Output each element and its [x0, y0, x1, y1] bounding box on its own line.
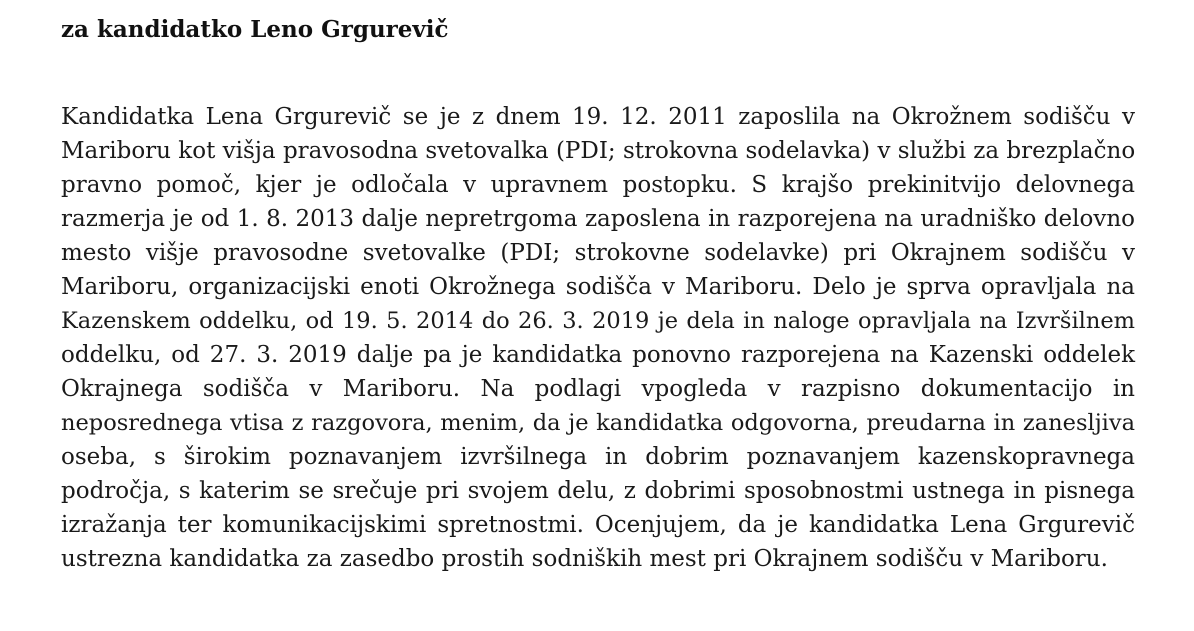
paragraph-line: Okrajnega sodišča v Mariboru. Na podlagi vpogleda v razpisno dokumentacijo in: [61, 376, 1135, 402]
paragraph-line: oseba, s širokim poznavanjem izvršilnega in dobrim poznavanjem kazenskopravnega: [61, 444, 1135, 470]
paragraph-line: pravno pomoč, kjer je odločala v upravnem postopku. S krajšo prekinitvijo delovnega: [61, 172, 1135, 198]
paragraph-line: Kandidatka Lena Grgurevič se je z dnem 19. 12. 2011 zaposlila na Okrožnem sodišču v: [61, 104, 1135, 130]
paragraph-line: neposrednega vtisa z razgovora, menim, da je kandidatka odgovorna, preudarna in zanesljiva: [61, 410, 1135, 436]
paragraph-line: področja, s katerim se srečuje pri svojem delu, z dobrimi sposobnostmi ustnega in pisnega: [61, 478, 1135, 504]
paragraph-line: mesto višje pravosodne svetovalke (PDI; strokovne sodelavke) pri Okrajnem sodišču v: [61, 240, 1135, 266]
paragraph-line: oddelku, od 27. 3. 2019 dalje pa je kandidatka ponovno razporejena na Kazenski oddelek: [61, 342, 1135, 368]
paragraph-line: izražanja ter komunikacijskimi spretnostmi. Ocenjujem, da je kandidatka Lena Grgurevič: [61, 512, 1135, 538]
paragraph-line: Mariboru kot višja pravosodna svetovalka (PDI; strokovna sodelavka) v službi za brezplačno: [61, 138, 1136, 164]
document-page: [61, 12, 1135, 576]
document-heading: za kandidatko Leno Grgurevič: [61, 16, 449, 43]
paragraph-line: Kazenskem oddelku, od 19. 5. 2014 do 26. 3. 2019 je dela in naloge opravljala na Izvršilnem: [61, 308, 1135, 334]
paragraph-line: razmerja je od 1. 8. 2013 dalje nepretrgoma zaposlena in razporejena na uradniško delovno: [61, 206, 1135, 232]
document-paragraph: [61, 100, 1135, 576]
paragraph-line: ustrezna kandidatka za zasedbo prostih sodniških mest pri Okrajnem sodišču v Mariboru.: [61, 546, 1108, 572]
paragraph-line: Mariboru, organizacijski enoti Okrožnega sodišča v Mariboru. Delo je sprva opravljala na: [61, 274, 1135, 300]
